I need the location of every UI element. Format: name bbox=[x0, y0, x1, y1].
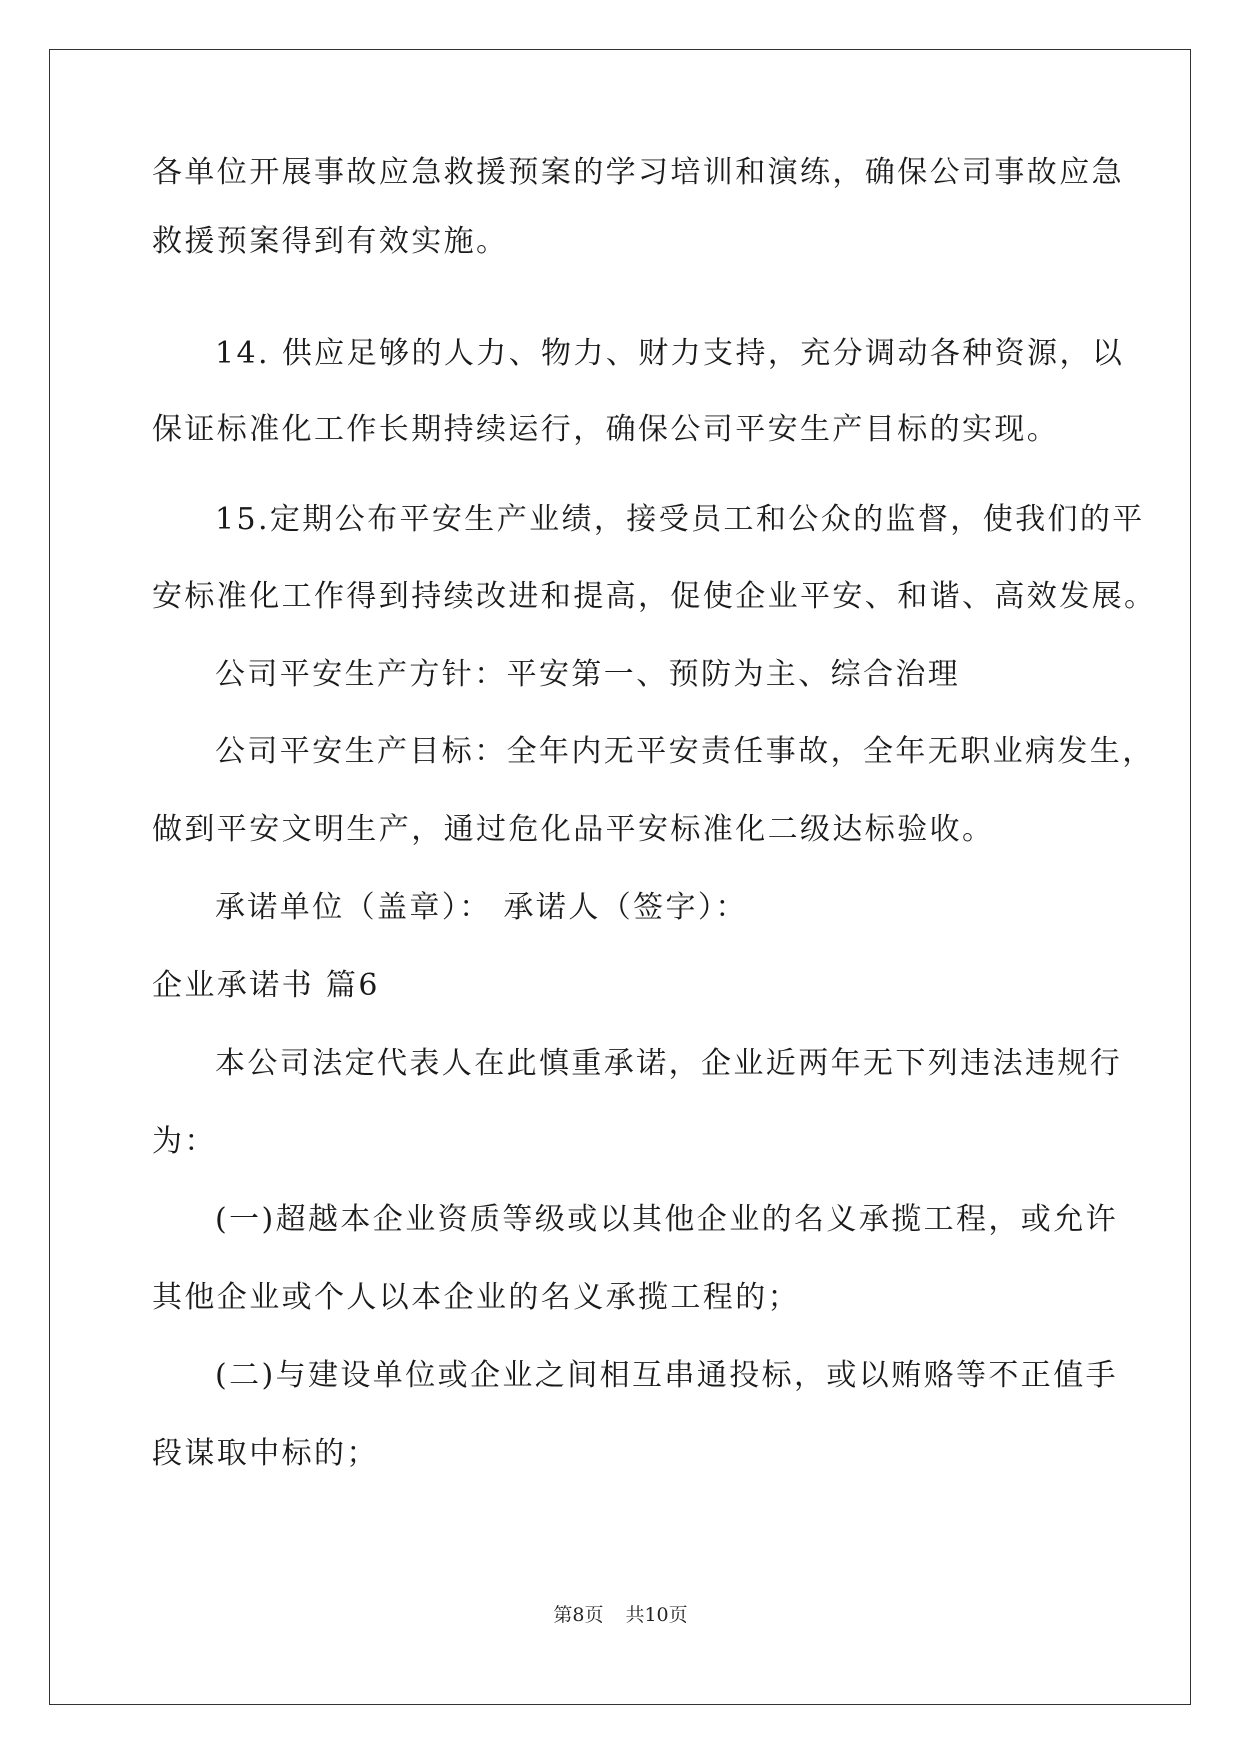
text-line: 公司平安生产目标：全年内无平安责任事故，全年无职业病发生， bbox=[215, 734, 1155, 769]
text-line: 各单位开展事故应急救援预案的学习培训和演练，确保公司事故应急 bbox=[152, 155, 1124, 190]
text-line: 其他企业或个人以本企业的名义承揽工程的； bbox=[152, 1280, 800, 1315]
text-line: 为： bbox=[152, 1124, 217, 1159]
section-heading: 企业承诺书 篇6 bbox=[152, 968, 380, 1003]
page-number-total: 共10页 bbox=[625, 1604, 688, 1626]
page-footer bbox=[0, 1603, 1241, 1627]
text-line: 段谋取中标的； bbox=[152, 1436, 379, 1471]
text-line: 安标准化工作得到持续改进和提高，促使企业平安、和谐、高效发展。 bbox=[152, 579, 1157, 614]
text-line: 15.定期公布平安生产业绩，接受员工和公众的监督，使我们的平 bbox=[215, 502, 1145, 537]
text-line: 公司平安生产方针：平安第一、预防为主、综合治理 bbox=[215, 657, 961, 692]
text-line: 本公司法定代表人在此慎重承诺，企业近两年无下列违法违规行 bbox=[215, 1046, 1123, 1081]
text-line: (一)超越本企业资质等级或以其他企业的名义承揽工程，或允许 bbox=[215, 1202, 1119, 1237]
page-number-current: 第8页 bbox=[553, 1604, 604, 1626]
text-line: 救援预案得到有效实施。 bbox=[152, 224, 509, 259]
text-line: 承诺单位（盖章）： 承诺人（签字）： bbox=[215, 890, 748, 925]
text-line: 做到平安文明生产，通过危化品平安标准化二级达标验收。 bbox=[152, 812, 995, 847]
text-line: (二)与建设单位或企业之间相互串通投标，或以贿赂等不正值手 bbox=[215, 1358, 1119, 1393]
text-line: 保证标准化工作长期持续运行，确保公司平安生产目标的实现。 bbox=[152, 412, 1060, 447]
text-line: 14. 供应足够的人力、物力、财力支持，充分调动各种资源，以 bbox=[215, 336, 1125, 371]
